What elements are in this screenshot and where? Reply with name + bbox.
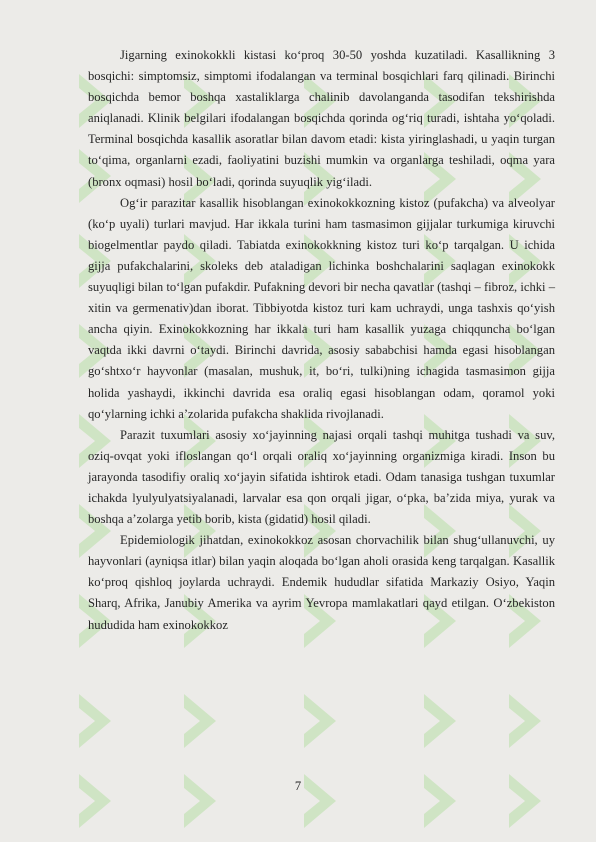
paragraph: Jigarning exinokokkli kistasi ko‘proq 30-50 yoshda kuzatiladi. Kasallikning 3 bosqichi: simptomsiz, simptomi ifodalangan va terminal bosqichlari farq qilinadi. Birinchi bosqichda bemor boshqa xastaliklarga chalinib davolanganda tasodifan tekshirishda aniqlanadi. Klinik belgilari ifodalangan bosqichda qorinda og‘riq turadi, ishtaha yo‘qoladi. Terminal bosqichda kasallik asoratlar bilan davom etadi: kista yiringlashadi, u yaqin turgan to‘qima, organlarni ezadi, faoliyatini buzishi mumkin va organlarga teshiladi, oqma yara (bronx oqmasi) hosil bo‘ladi, qorinda suyuqlik yig‘iladi. xyxy=(88,48,555,189)
green-chevron-watermark-icon xyxy=(505,690,545,752)
green-chevron-watermark-icon xyxy=(420,690,460,752)
green-chevron-watermark-icon xyxy=(75,690,115,752)
body-text xyxy=(88,45,555,636)
green-chevron-watermark-icon xyxy=(180,690,220,752)
paragraph: Epidemiologik jihatdan, exinokokkoz asosan chorvachilik bilan shug‘ullanuvchi, uy hayvonlari (ayniqsa itlar) bilan yaqin aloqada bo‘lgan aholi orasida keng tarqalgan. Kasallik ko‘proq qishloq joylarda uchraydi. Endemik hududlar sifatida Markaziy Osiyo, Yaqin Sharq, Afrika, Janubiy Amerika va ayrim Yevropa mamlakatlari qayd etilgan. O‘zbekiston hududida ham exinokokkoz xyxy=(88,533,555,632)
green-chevron-watermark-icon xyxy=(300,690,340,752)
page-number: 7 xyxy=(294,779,302,793)
paragraph: Parazit tuxumlari asosiy xo‘jayinning najasi orqali tashqi muhitga tushadi va suv, oziq-ovqat yoki ifloslangan qo‘l orqali oraliq xo‘jayinning organizmiga kiradi. Inson bu jarayonda tasodifiy oraliq xo‘jayin sifatida ishtirok etadi. Odam tanasiga tushgan tuxumlar ichakda lyulyulyatsiyalanadi, larvalar esa qon orqali jigar, o‘pka, ba’zida miya, yurak va boshqa a’zolarga yetib borib, kista (gidatid) hosil qiladi. xyxy=(88,427,555,527)
paragraph: Og‘ir parazitar kasallik hisoblangan exinokokkozning kistoz (pufakcha) va alveolyar (ko‘p uyali) turlari mavjud. Har ikkala turini ham tasmasimon gijjalar turkumiga kiruvchi biogelmentlar paydo qiladi. Tabiatda exinokokkning kistoz turi ko‘p tarqalgan. U ichida gijja pufakchalarini, skoleks deb ataladigan lichinka boshchalarini saqlagan exinokokk suyuqligi bilan to‘lgan pufakdir. Pufakning devori bir necha qavatlar (tashqi – fibroz, ichki – xitin va germenativ)dan iborat. Tibbiyotda kistoz turi kam uchraydi, unga tashxis qo‘yish ancha qiyin. Exinokokkozning har ikkala turi ham kasallik yuzaga chiqquncha bo‘lgan vaqtda ikki davrni o‘taydi. Birinchi davrida, asosiy sababchisi hamda egasi hisoblangan go‘shtxo‘r hayvonlar (masalan, mushuk, it, bo‘ri, tulki)ning ichagida tasmasimon gijja holida yashaydi, ikkinchi davrida esa oraliq egasi hisoblangan odam, qoramol yoki qo‘ylarning ichki a’zolarida pufakcha shaklida rivojlanadi. xyxy=(88,195,555,421)
